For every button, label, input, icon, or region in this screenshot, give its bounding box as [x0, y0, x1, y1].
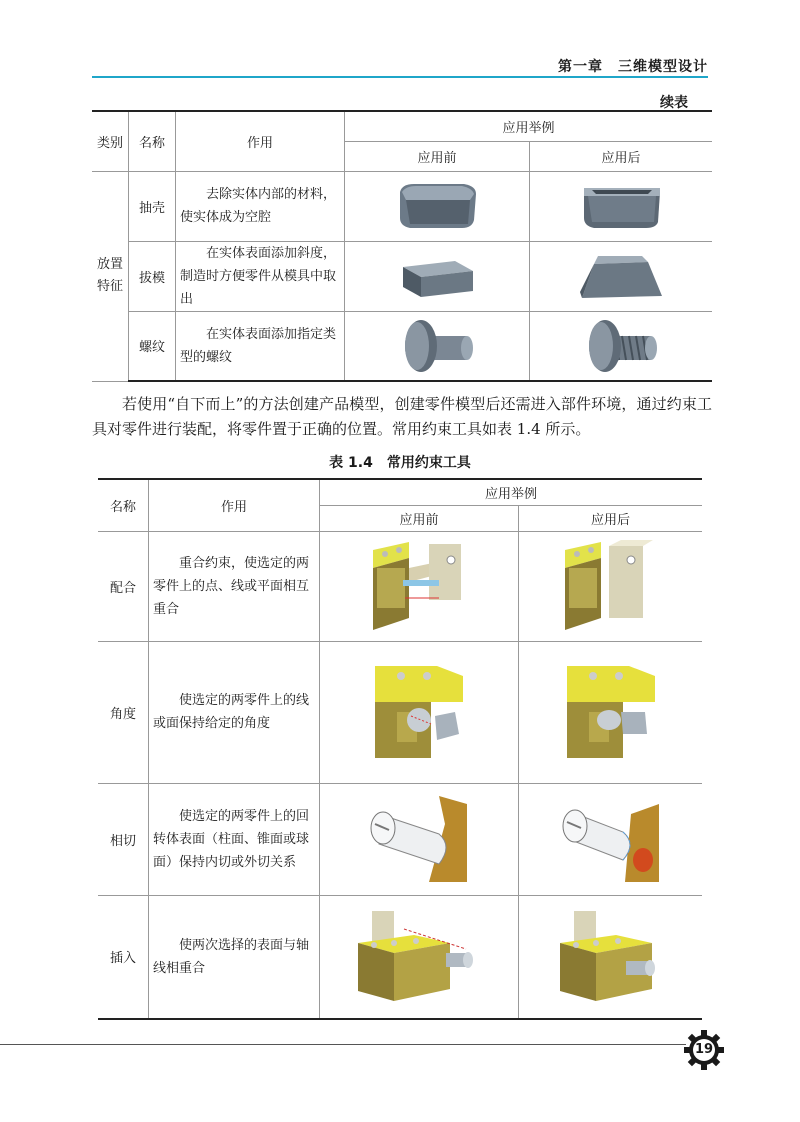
header-rule — [92, 76, 708, 78]
angle-before-image — [320, 641, 519, 783]
page-number: 19 — [694, 1042, 714, 1057]
th-before: 应用前 — [320, 505, 519, 531]
insert-before-image — [320, 895, 519, 1019]
th-name: 名称 — [129, 111, 176, 171]
chapter-header: 第一章 三维模型设计 — [558, 59, 708, 75]
draft-before-image — [345, 241, 530, 311]
angle-after-image — [519, 641, 703, 783]
row-name: 相切 — [98, 783, 149, 895]
row-desc: 去除实体内部的材料，使实体成为空腔 — [176, 171, 345, 241]
th-function: 作用 — [149, 479, 320, 531]
row-desc: 在实体表面添加斜度，制造时方便零件从模具中取出 — [176, 241, 345, 311]
row-desc: 使选定的两零件上的回转体表面（柱面、锥面或球面）保持内切或外切关系 — [149, 783, 320, 895]
th-example: 应用举例 — [320, 479, 703, 505]
constraint-table — [98, 478, 702, 1020]
row-desc: 使两次选择的表面与轴线相重合 — [149, 895, 320, 1019]
row-desc: 重合约束，使选定的两零件上的点、线或平面相互重合 — [149, 531, 320, 641]
body-paragraph: 若使用“自下而上”的方法创建产品模型，创建零件模型后还需进入部件环境，通过约束工具对零件进行装配，将零件置于正确的位置。常用约束工具如表 1.4 所示。 — [92, 395, 712, 438]
footer-rule — [0, 1044, 686, 1045]
shell-after-image — [530, 171, 713, 241]
th-before: 应用前 — [345, 141, 530, 171]
row-name: 抽壳 — [129, 171, 176, 241]
continued-label: 续表 — [660, 95, 688, 111]
th-function: 作用 — [176, 111, 345, 171]
mate-before-image — [320, 531, 519, 641]
shell-before-image — [345, 171, 530, 241]
thread-before-image — [345, 311, 530, 381]
row-desc: 使选定的两零件上的线或面保持给定的角度 — [149, 641, 320, 783]
draft-after-image — [530, 241, 713, 311]
tangent-before-image — [320, 783, 519, 895]
th-category: 类别 — [92, 111, 129, 171]
row-name: 插入 — [98, 895, 149, 1019]
th-name: 名称 — [98, 479, 149, 531]
row-name: 配合 — [98, 531, 149, 641]
table-caption: 表 1.4 常用约束工具 — [329, 455, 471, 471]
insert-after-image — [519, 895, 703, 1019]
mate-after-image — [519, 531, 703, 641]
row-name: 角度 — [98, 641, 149, 783]
tangent-after-image — [519, 783, 703, 895]
thread-after-image — [530, 311, 713, 381]
category-cell: 放置 特征 — [92, 171, 129, 381]
feature-table — [92, 110, 712, 382]
th-after: 应用后 — [530, 141, 713, 171]
th-example: 应用举例 — [345, 111, 713, 141]
row-desc: 在实体表面添加指定类型的螺纹 — [176, 311, 345, 381]
th-after: 应用后 — [519, 505, 703, 531]
row-name: 拔模 — [129, 241, 176, 311]
row-name: 螺纹 — [129, 311, 176, 381]
